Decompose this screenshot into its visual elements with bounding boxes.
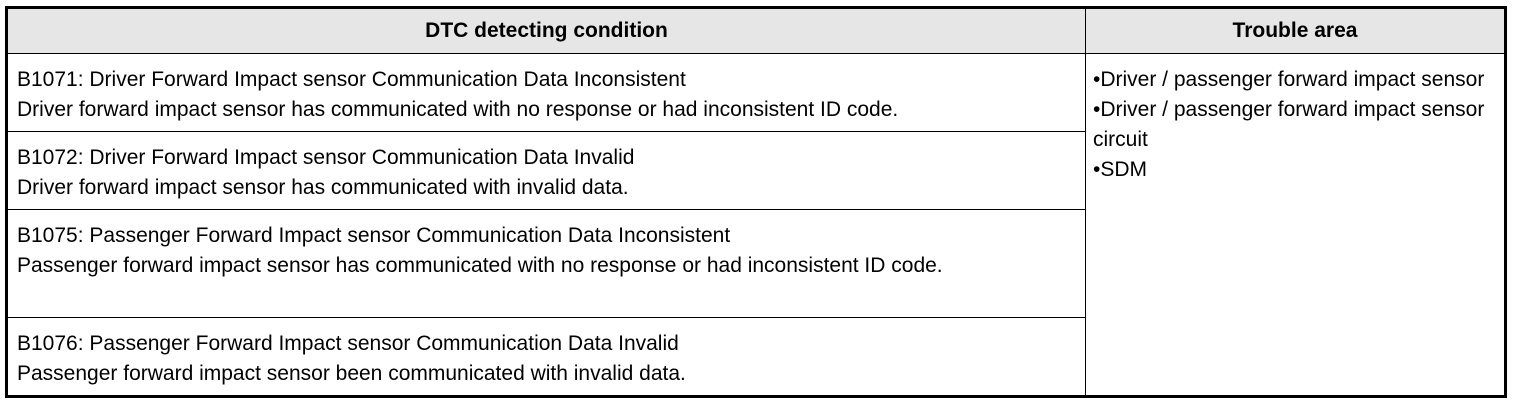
condition-cell — [7, 318, 1086, 397]
condition-cell — [7, 132, 1086, 210]
dtc-description-line: Passenger forward impact sensor has communicated with no response or had inconsistent ID code. — [17, 254, 943, 277]
dtc-code-line: B1071: Driver Forward Impact sensor Communication Data Inconsistent — [17, 68, 686, 91]
dtc-code-line: B1075: Passenger Forward Impact sensor Communication Data Inconsistent — [17, 224, 731, 247]
trouble-area-item: •Driver / passenger forward impact sensor circuit — [1093, 98, 1485, 151]
trouble-area-item: •SDM — [1093, 158, 1148, 181]
trouble-area-cell — [1086, 54, 1506, 397]
dtc-code-line: B1072: Driver Forward Impact sensor Communication Data Invalid — [17, 146, 635, 169]
header-trouble-area: Trouble area — [1086, 8, 1506, 54]
condition-cell — [7, 210, 1086, 318]
dtc-description-line: Passenger forward impact sensor been communicated with invalid data. — [17, 362, 686, 385]
dtc-table — [5, 6, 1507, 398]
table-header-row — [7, 8, 1506, 54]
dtc-description-line: Driver forward impact sensor has communicated with invalid data. — [17, 176, 629, 199]
dtc-description-line: Driver forward impact sensor has communicated with no response or had inconsistent ID code. — [17, 98, 899, 121]
condition-cell — [7, 54, 1086, 132]
dtc-code-line: B1076: Passenger Forward Impact sensor Communication Data Invalid — [17, 332, 679, 355]
table-row — [7, 54, 1506, 132]
header-dtc-detecting-condition: DTC detecting condition — [7, 8, 1086, 54]
trouble-area-item: •Driver / passenger forward impact sensor — [1093, 68, 1485, 91]
